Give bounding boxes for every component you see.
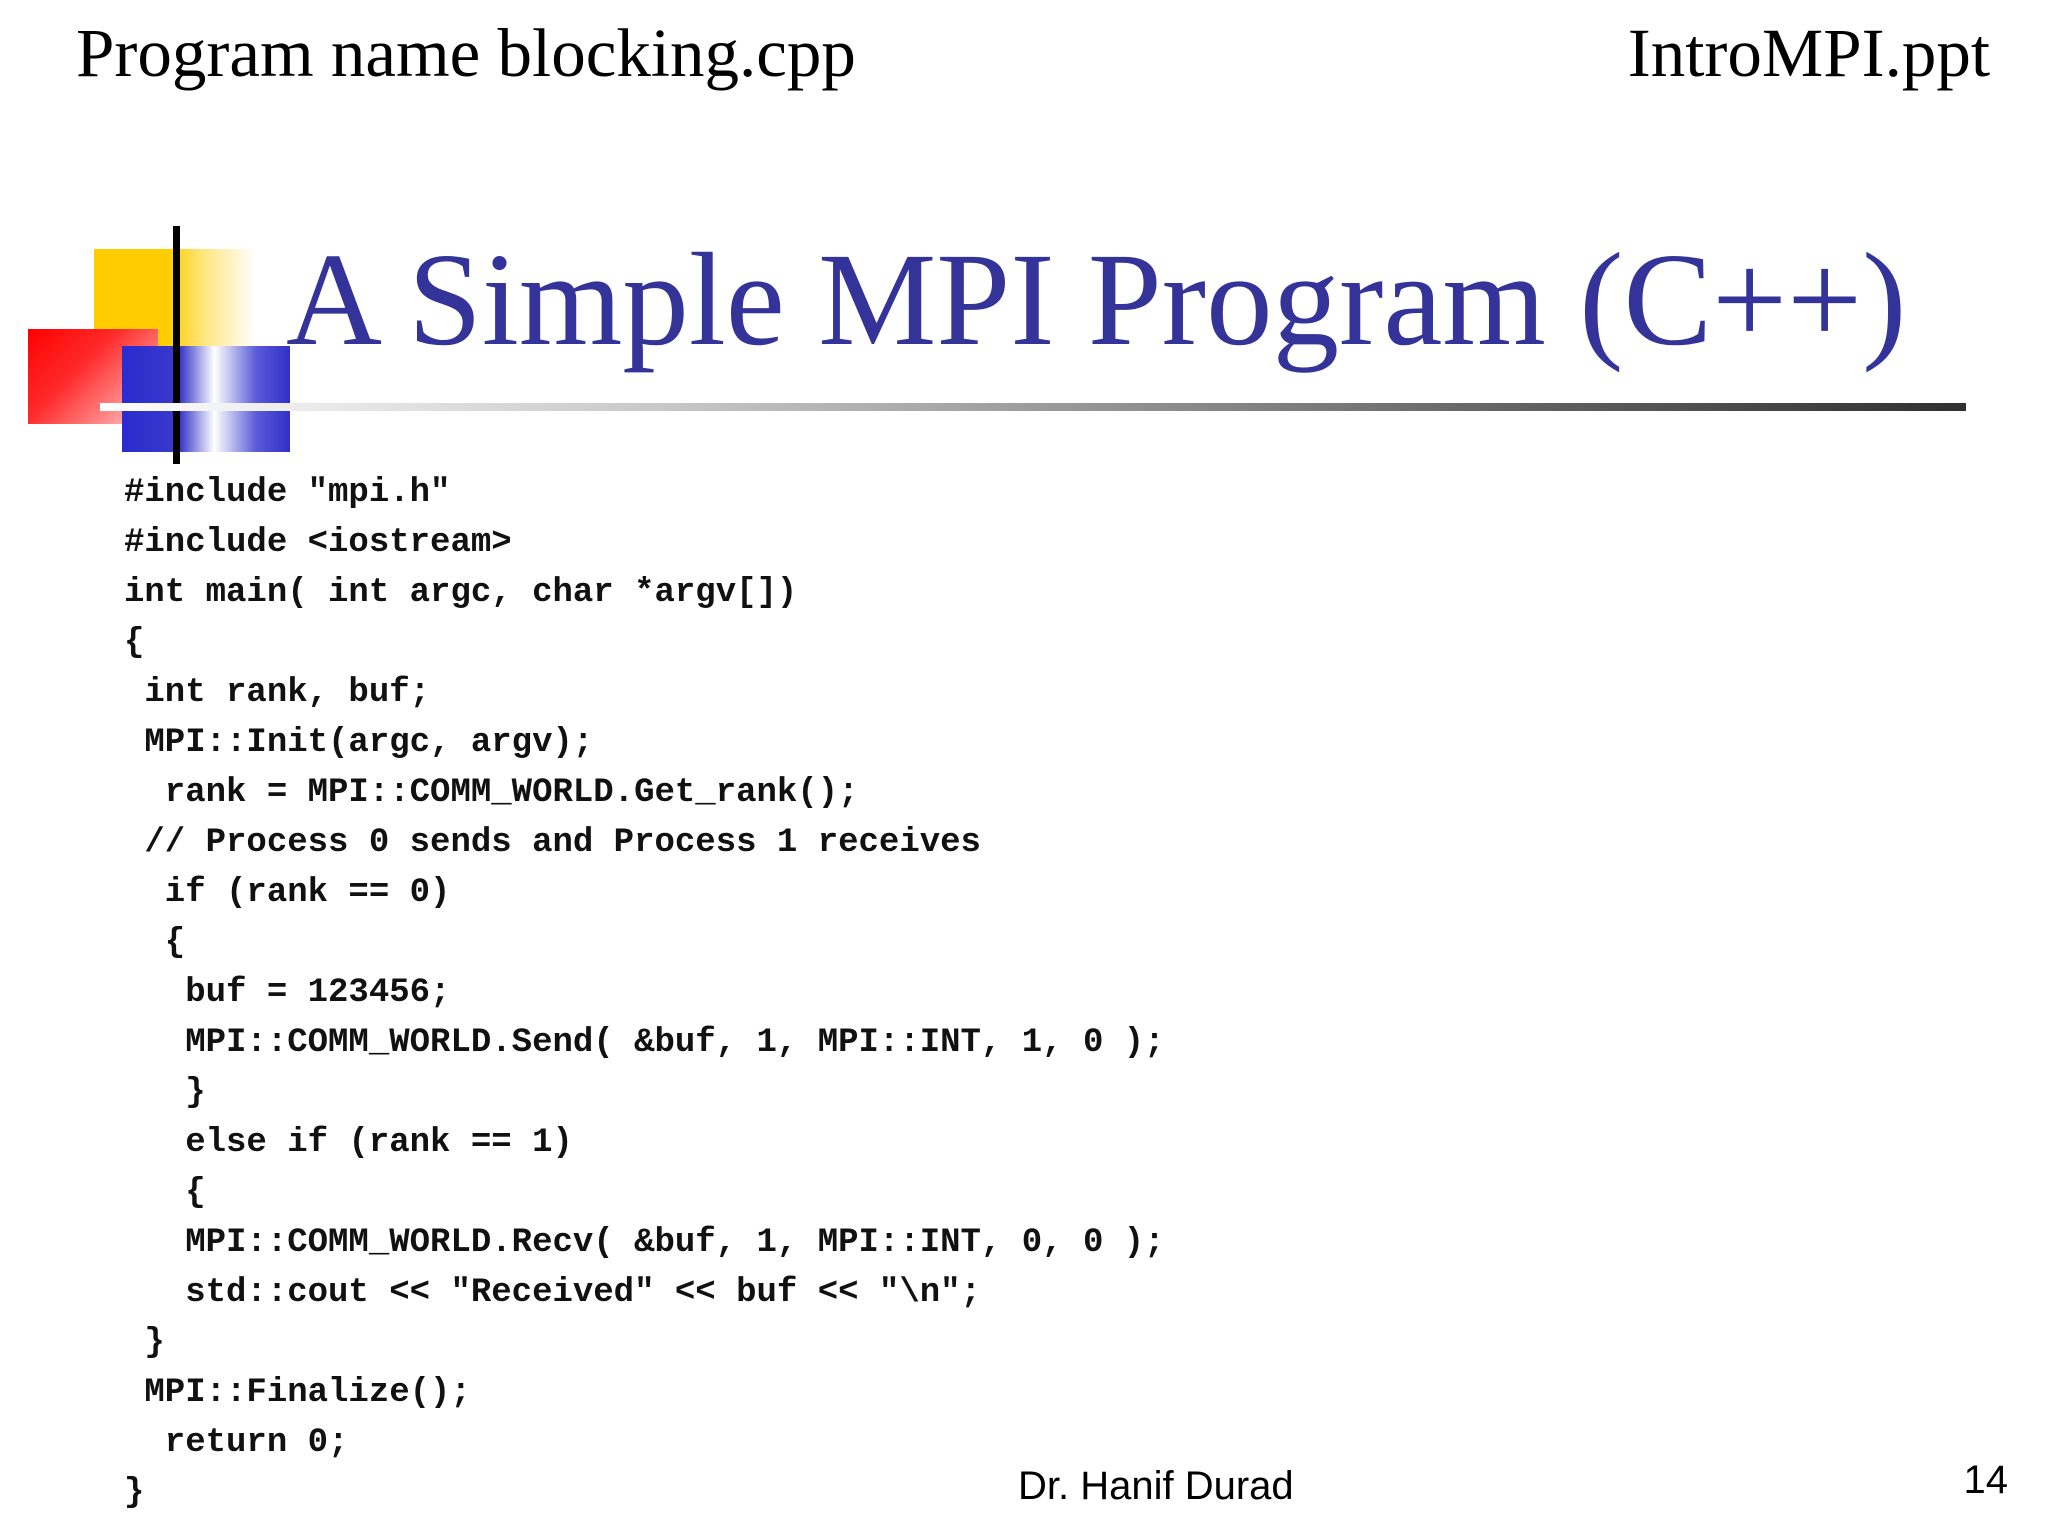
code-block — [124, 468, 1165, 1518]
header-program-name: Program name blocking.cpp — [76, 15, 856, 91]
code-line: #include "mpi.h" — [124, 474, 451, 512]
code-line: MPI::Init(argc, argv); — [124, 724, 594, 762]
decor-vertical-bar — [173, 226, 180, 464]
code-line: } — [124, 1474, 145, 1512]
code-line: std::cout << "Received" << buf << "\n"; — [124, 1274, 981, 1312]
code-line: #include <iostream> — [124, 524, 512, 562]
code-line: // Process 0 sends and Process 1 receives — [124, 824, 981, 862]
page-number: 14 — [1963, 1458, 2008, 1502]
code-line: MPI::COMM_WORLD.Send( &buf, 1, MPI::INT, 1, 0 ); — [124, 1024, 1165, 1062]
code-line: if (rank == 0) — [124, 874, 451, 912]
code-line: rank = MPI::COMM_WORLD.Get_rank(); — [124, 774, 859, 812]
code-line: MPI::Finalize(); — [124, 1374, 471, 1412]
code-line: buf = 123456; — [124, 974, 451, 1012]
footer-author: Dr. Hanif Durad — [1018, 1464, 1294, 1508]
code-line: { — [124, 1174, 206, 1212]
code-line: { — [124, 924, 186, 962]
code-line: return 0; — [124, 1424, 349, 1462]
code-line: int rank, buf; — [124, 674, 431, 712]
code-line: } — [124, 1074, 206, 1112]
code-line: MPI::COMM_WORLD.Recv( &buf, 1, MPI::INT, 0, 0 ); — [124, 1224, 1165, 1262]
code-line: { — [124, 624, 145, 662]
code-line: else if (rank == 1) — [124, 1124, 573, 1162]
header-file-name: IntroMPI.ppt — [1627, 15, 1990, 91]
code-line: int main( int argc, char *argv[]) — [124, 574, 798, 612]
decor-blue-square — [122, 346, 290, 452]
title-underline — [100, 403, 1966, 411]
code-line: } — [124, 1324, 165, 1362]
slide-title: A Simple MPI Program (C++) — [286, 225, 1907, 373]
